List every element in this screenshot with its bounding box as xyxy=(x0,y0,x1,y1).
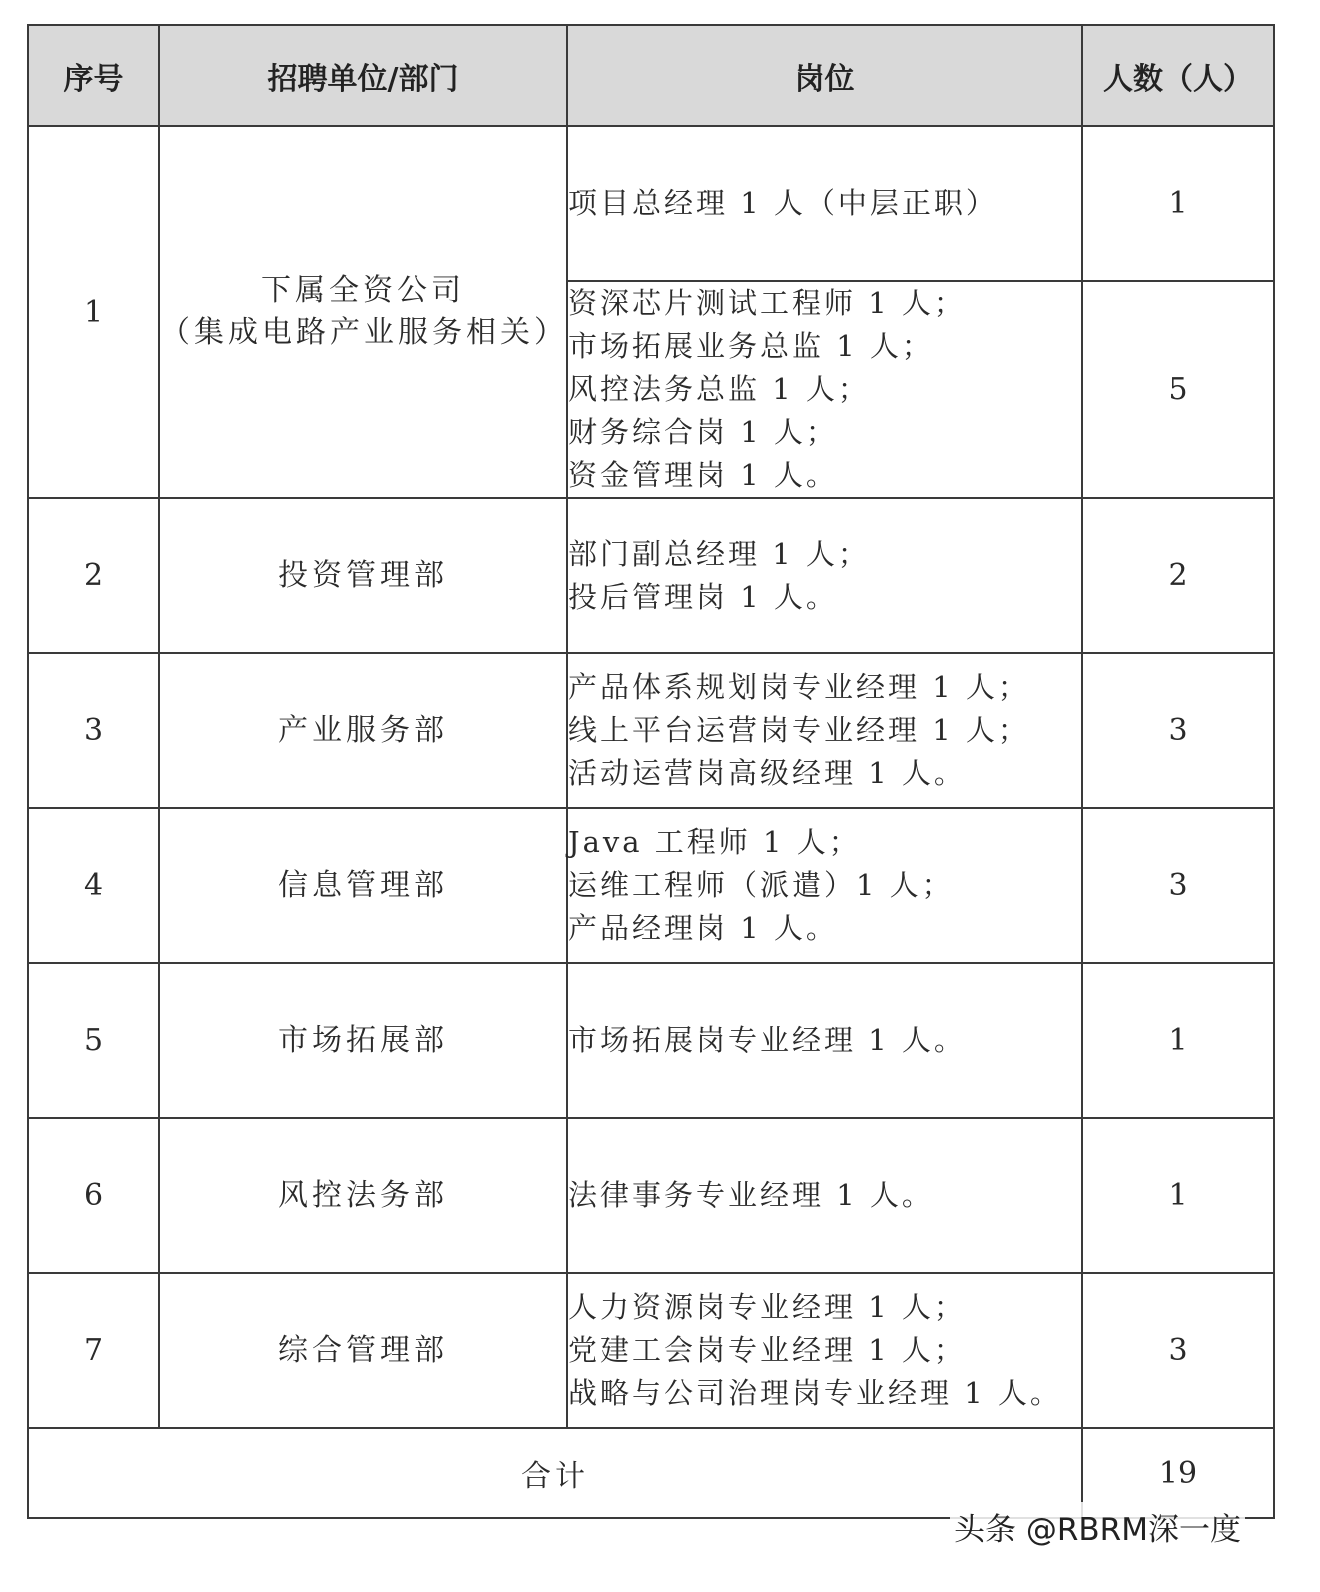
table-row xyxy=(28,653,1274,808)
row-count: 1 xyxy=(1082,126,1274,281)
unit-line: 产业服务部 xyxy=(278,712,448,748)
row-unit xyxy=(159,1273,567,1428)
row-count: 3 xyxy=(1082,653,1274,808)
position-line: 党建工会岗专业经理 1 人； xyxy=(568,1333,966,1367)
position-line: 运维工程师（派遣）1 人； xyxy=(568,868,954,902)
row-unit xyxy=(159,126,567,498)
table-row xyxy=(28,963,1274,1118)
row-count: 1 xyxy=(1082,1118,1274,1273)
position-line: 项目总经理 1 人（中层正职） xyxy=(568,186,998,220)
position-line: 市场拓展岗专业经理 1 人。 xyxy=(568,1023,966,1057)
position-line: 产品体系规划岗专业经理 1 人； xyxy=(568,670,1030,704)
header-index: 序号 xyxy=(28,25,159,126)
table-row xyxy=(28,808,1274,963)
row-index: 4 xyxy=(28,808,159,963)
unit-line: 风控法务部 xyxy=(278,1177,448,1213)
table-row xyxy=(28,1118,1274,1273)
row-unit xyxy=(159,653,567,808)
unit-line: 投资管理部 xyxy=(278,557,448,593)
row-index: 5 xyxy=(28,963,159,1118)
position-line: Java 工程师 1 人； xyxy=(568,825,861,859)
row-positions xyxy=(567,653,1082,808)
row-positions xyxy=(567,126,1082,281)
position-line: 战略与公司治理岗专业经理 1 人。 xyxy=(568,1376,1062,1410)
row-index: 6 xyxy=(28,1118,159,1273)
unit-line: （集成电路产业服务相关） xyxy=(160,315,568,350)
position-line: 线上平台运营岗专业经理 1 人； xyxy=(568,713,1030,747)
unit-line: 下属全资公司 xyxy=(261,273,465,308)
row-positions xyxy=(567,1273,1082,1428)
row-count: 2 xyxy=(1082,498,1274,653)
row-positions xyxy=(567,281,1082,498)
row-unit xyxy=(159,1118,567,1273)
row-index: 3 xyxy=(28,653,159,808)
row-positions xyxy=(567,963,1082,1118)
row-count: 3 xyxy=(1082,1273,1274,1428)
row-index: 1 xyxy=(28,126,159,498)
watermark: 头条 @RBRM深一度 xyxy=(950,1502,1245,1551)
position-line: 活动运营岗高级经理 1 人。 xyxy=(568,756,966,790)
position-line: 风控法务总监 1 人； xyxy=(568,372,870,406)
row-index: 7 xyxy=(28,1273,159,1428)
row-count: 5 xyxy=(1082,281,1274,498)
position-line: 产品经理岗 1 人。 xyxy=(568,911,838,945)
total-label: 合计 xyxy=(28,1428,1082,1518)
row-count: 1 xyxy=(1082,963,1274,1118)
position-line: 资金管理岗 1 人。 xyxy=(568,458,838,492)
row-index: 2 xyxy=(28,498,159,653)
row-count: 3 xyxy=(1082,808,1274,963)
unit-line: 市场拓展部 xyxy=(278,1022,448,1058)
row-positions xyxy=(567,1118,1082,1273)
row-unit xyxy=(159,808,567,963)
position-line: 资深芯片测试工程师 1 人； xyxy=(568,286,966,320)
table-row xyxy=(28,126,1274,281)
total-count: 19 xyxy=(1082,1428,1274,1518)
position-line: 人力资源岗专业经理 1 人； xyxy=(568,1290,966,1324)
header-unit: 招聘单位/部门 xyxy=(159,25,567,126)
row-unit xyxy=(159,963,567,1118)
unit-line: 信息管理部 xyxy=(278,867,448,903)
header-count: 人数（人） xyxy=(1082,25,1274,126)
position-line: 市场拓展业务总监 1 人； xyxy=(568,329,934,363)
table-header-row xyxy=(28,25,1274,126)
header-position: 岗位 xyxy=(567,25,1082,126)
unit-line: 综合管理部 xyxy=(278,1332,448,1368)
position-line: 投后管理岗 1 人。 xyxy=(568,579,838,614)
position-line: 部门副总经理 1 人； xyxy=(568,536,870,571)
row-positions xyxy=(567,808,1082,963)
position-line: 财务综合岗 1 人； xyxy=(568,415,838,449)
position-line: 法律事务专业经理 1 人。 xyxy=(568,1178,934,1212)
table-row xyxy=(28,1273,1274,1428)
row-positions xyxy=(567,498,1082,653)
table-row xyxy=(28,498,1274,653)
row-unit xyxy=(159,498,567,653)
recruitment-table xyxy=(27,24,1275,1519)
